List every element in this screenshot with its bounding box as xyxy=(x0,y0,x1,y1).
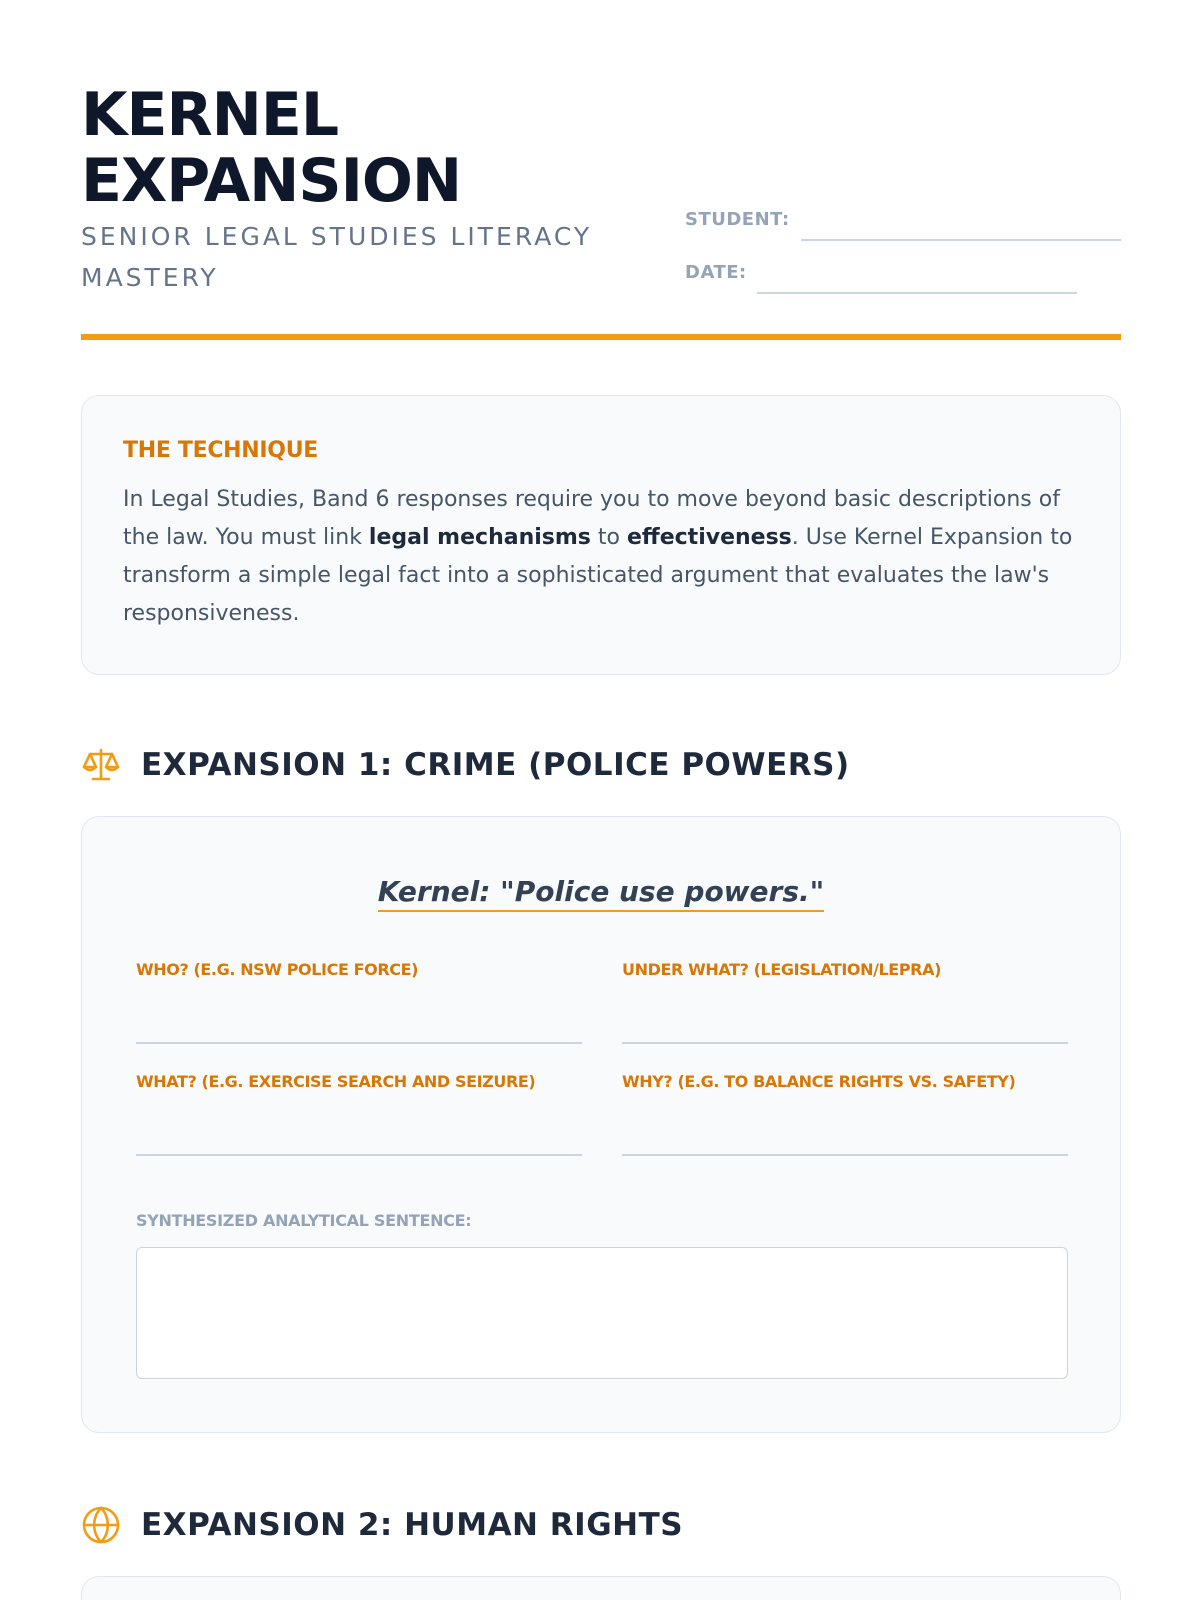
technique-bold-effectiveness: effectiveness xyxy=(626,525,792,550)
page-subtitle: SENIOR LEGAL STUDIES LITERACY MASTERY xyxy=(81,222,593,292)
synthesized-sentence-label: SYNTHESIZED ANALYTICAL SENTENCE: xyxy=(136,1211,472,1230)
who-label: WHO? (E.G. NSW POLICE FORCE) xyxy=(136,960,419,979)
what-input-line[interactable] xyxy=(136,1154,582,1156)
why-field[interactable] xyxy=(622,1072,1068,1091)
expansion-1-card xyxy=(81,816,1121,1433)
student-name-field[interactable] xyxy=(801,239,1121,241)
student-row xyxy=(685,206,1121,259)
expansion-2-header xyxy=(81,1503,683,1547)
technique-text-part-3: . Use Kernel Expansion to transform a simple legal fact into a sophisticated argument that evaluates the law's responsiveness. xyxy=(123,525,1073,626)
technique-box xyxy=(81,395,1121,675)
title-line-1: KERNEL xyxy=(81,80,339,150)
what-field[interactable] xyxy=(136,1072,582,1091)
who-input-line[interactable] xyxy=(136,1042,582,1044)
kernel-statement xyxy=(82,875,1120,908)
technique-text-part-2: to xyxy=(590,525,627,550)
expansion-2-heading: EXPANSION 2: HUMAN RIGHTS xyxy=(141,1507,684,1543)
date-row xyxy=(685,259,1121,312)
date-field[interactable] xyxy=(757,292,1077,294)
technique-text xyxy=(123,481,1080,633)
scale-icon xyxy=(81,745,121,785)
student-meta xyxy=(685,206,1121,312)
globe-icon xyxy=(81,1505,121,1545)
expansion-2-card xyxy=(81,1576,1121,1600)
technique-text-part-1: In Legal Studies, Band 6 responses require you to move beyond basic descriptions of the law. You must link xyxy=(123,487,1060,550)
page-title xyxy=(81,82,641,214)
expansion-1-heading: EXPANSION 1: CRIME (POLICE POWERS) xyxy=(141,747,850,783)
synthesized-sentence-input[interactable] xyxy=(136,1247,1068,1379)
under-what-label: UNDER WHAT? (LEGISLATION/LEPRA) xyxy=(622,960,941,979)
header-divider xyxy=(81,334,1121,340)
what-label: WHAT? (E.G. EXERCISE SEARCH AND SEIZURE) xyxy=(136,1072,536,1091)
why-input-line[interactable] xyxy=(622,1154,1068,1156)
kernel-text: Kernel: "Police use powers." xyxy=(378,875,824,912)
student-label: STUDENT: xyxy=(685,209,790,230)
under-what-field[interactable] xyxy=(622,960,1068,979)
date-label: DATE: xyxy=(685,262,747,283)
expansion-1-header xyxy=(81,743,850,787)
technique-heading: THE TECHNIQUE xyxy=(123,438,318,463)
technique-bold-mechanisms: legal mechanisms xyxy=(368,525,591,550)
why-label: WHY? (E.G. TO BALANCE RIGHTS VS. SAFETY) xyxy=(622,1072,1016,1091)
who-field[interactable] xyxy=(136,960,582,979)
under-what-input-line[interactable] xyxy=(622,1042,1068,1044)
title-line-2: EXPANSION xyxy=(81,146,462,216)
